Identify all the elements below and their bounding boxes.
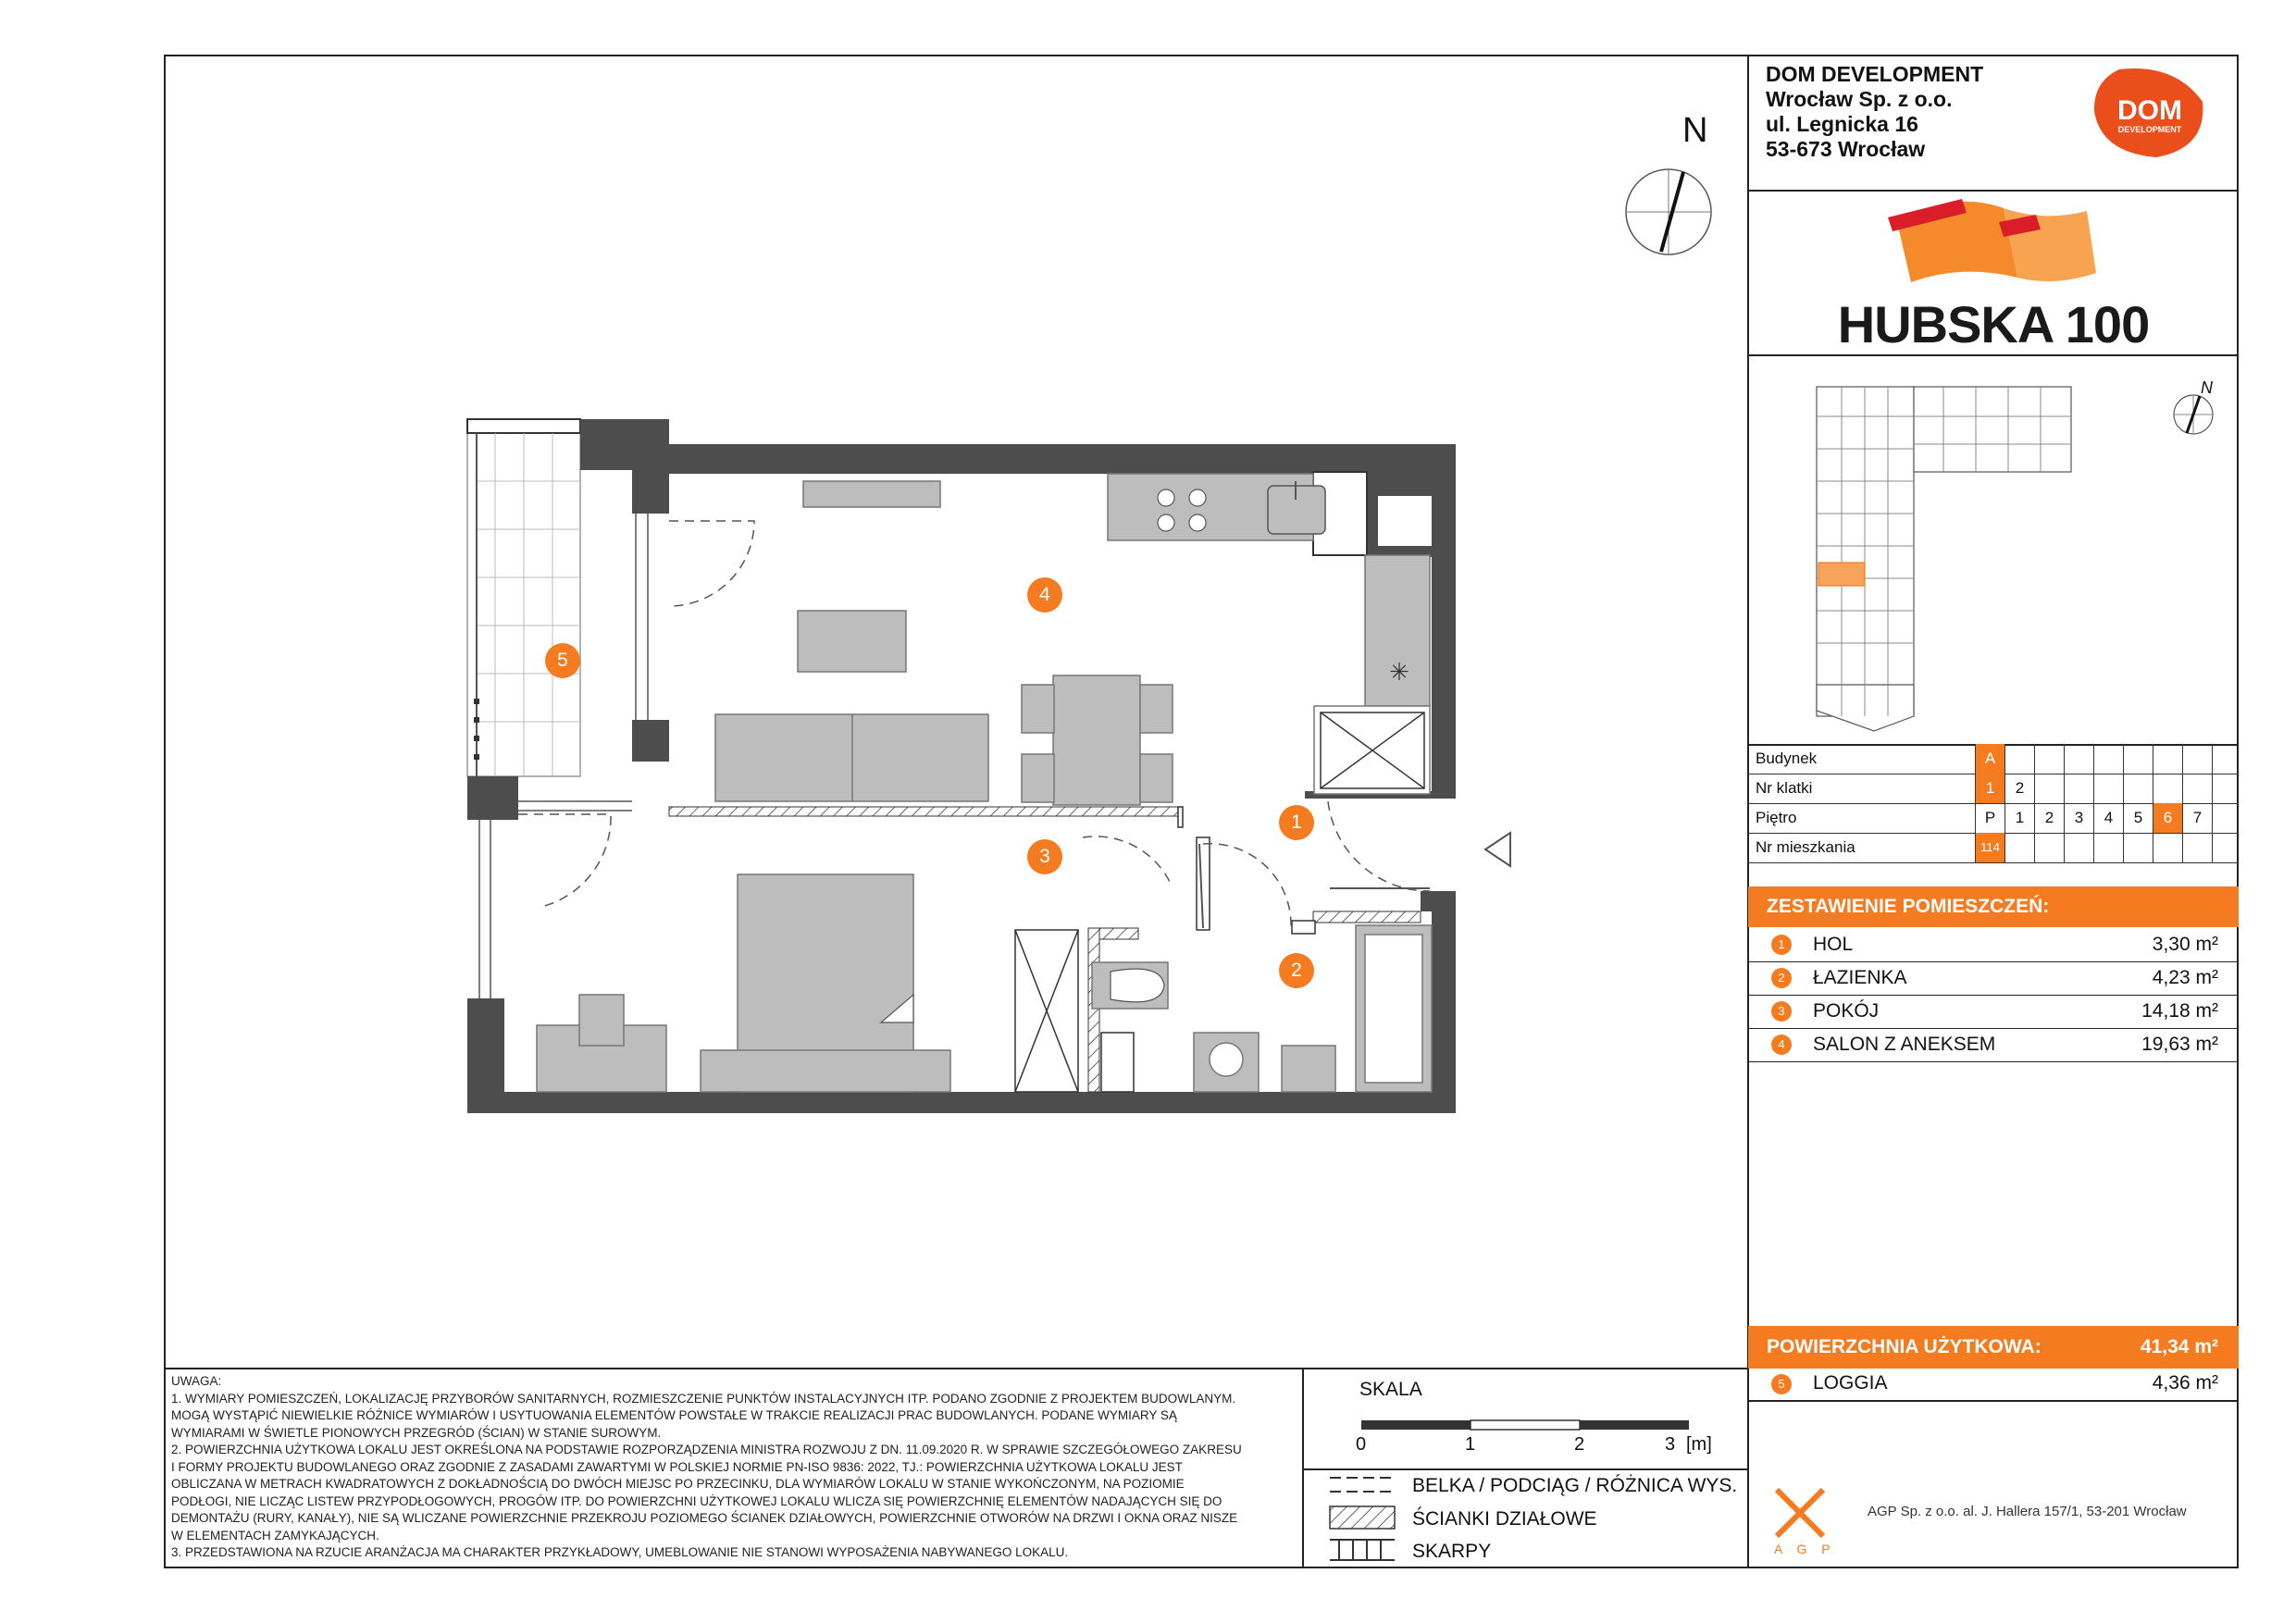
info-grid xyxy=(1748,744,2239,862)
info-cell: 1 xyxy=(2004,803,2034,833)
info-cell xyxy=(2123,774,2153,803)
room-area: 3,30 m² xyxy=(2152,934,2218,955)
info-cell: 1 xyxy=(1975,774,2004,803)
loggia-area xyxy=(467,419,580,776)
company-entity: Wrocław Sp. z o.o. xyxy=(1766,87,1953,111)
info-cell xyxy=(2212,744,2241,774)
info-row xyxy=(1748,833,2239,863)
info-cell xyxy=(2182,774,2212,803)
loggia-name: LOGGIA xyxy=(1813,1372,1888,1394)
info-cell xyxy=(2004,744,2034,774)
info-cell: 3 xyxy=(2064,803,2093,833)
scale-unit: [m] xyxy=(1686,1434,1712,1455)
info-cell: 6 xyxy=(2153,803,2182,833)
plan-marker-2: 2 xyxy=(1279,953,1314,988)
film-strip-logo xyxy=(1888,199,2096,282)
info-cell xyxy=(2034,833,2064,862)
north-label: N xyxy=(1682,111,1708,150)
hatch-icon xyxy=(1330,1506,1395,1529)
info-cell: 2 xyxy=(2034,803,2064,833)
info-cell xyxy=(2153,833,2182,862)
usable-area-label: POWIERZCHNIA UŻYTKOWA: xyxy=(1767,1336,2042,1357)
info-row-label: Budynek xyxy=(1756,750,1818,767)
company-city: 53-673 Wrocław xyxy=(1766,137,1926,161)
plan-marker-4: 4 xyxy=(1027,577,1062,613)
room-num: 3 xyxy=(1771,1001,1792,1022)
usable-area-value: 41,34 m² xyxy=(2140,1336,2218,1357)
room-name: ŁAZIENKA xyxy=(1813,967,1907,988)
info-row-label: Piętro xyxy=(1756,809,1797,826)
scale-tick-0: 0 xyxy=(1356,1434,1367,1455)
scale-tick-2: 2 xyxy=(1574,1434,1585,1455)
site-north-label: N xyxy=(2201,378,2213,397)
info-cell xyxy=(2182,744,2212,774)
scale-tick-3: 3 xyxy=(1665,1434,1676,1455)
legend-beam: BELKA / PODCIĄG / RÓŻNICA WYS. xyxy=(1412,1475,1738,1496)
room-num: 4 xyxy=(1771,1035,1792,1055)
room-name: SALON Z ANEKSEM xyxy=(1813,1034,1996,1055)
room-num: 2 xyxy=(1771,968,1792,988)
info-row xyxy=(1748,774,2239,804)
bedroom-furniture xyxy=(537,874,1078,1092)
info-cell xyxy=(2123,744,2153,774)
room-name: HOL xyxy=(1813,934,1854,955)
loggia-row xyxy=(1748,1369,2239,1402)
info-row xyxy=(1748,803,2239,834)
dom-logo-subtext: DEVELOPMENT xyxy=(2117,125,2182,134)
info-cell: A xyxy=(1975,744,2004,774)
info-cell xyxy=(2064,774,2093,803)
info-row-label: Nr klatki xyxy=(1756,779,1813,797)
info-cell xyxy=(2212,833,2241,862)
room-name: POKÓJ xyxy=(1813,1000,1880,1022)
sill-icon xyxy=(1330,1540,1395,1560)
fridge-icon: ✳ xyxy=(1389,658,1409,686)
company-street: ul. Legnicka 16 xyxy=(1766,112,1918,136)
info-cell xyxy=(2153,744,2182,774)
info-cell xyxy=(2093,833,2123,862)
note-line: PODŁOGI, NIE LICZĄC LISTEW PRZYPODŁOGOWYCH, PROGÓW ITP. DO POWIERZCHNI UŻYTKOWEJ LOKALU WLICZA SIĘ POWIERZCHNIĘ ELEMENTÓW NADAJĄCYCH SIĘ DO xyxy=(171,1493,1222,1508)
note-line: MOGĄ WYSTĄPIĆ NIEWIELKIE RÓŻNICE WYMIARÓW I USYTUOWANIA ELEMENTÓW POWSTAŁE W TRAKCIE REALIZACJI PRAC BUDOWLANYCH. PODANE WYMIARY SĄ xyxy=(171,1408,1177,1422)
notes-block xyxy=(171,1373,1291,1562)
room-row xyxy=(1748,961,2239,996)
compass-icon xyxy=(1626,169,1711,254)
info-cell xyxy=(2034,744,2064,774)
room-row xyxy=(1748,928,2239,962)
note-line: UWAGA: xyxy=(171,1374,222,1388)
usable-area-band xyxy=(1748,1326,2239,1369)
scale-tick-1: 1 xyxy=(1465,1434,1476,1455)
room-area: 4,23 m² xyxy=(2152,967,2218,988)
info-cell: P xyxy=(1975,803,2004,833)
entry-arrow-icon xyxy=(1485,833,1510,866)
legend-partitions: ŚCIANKI DZIAŁOWE xyxy=(1412,1508,1597,1530)
info-cell xyxy=(2212,774,2241,803)
scale-bar xyxy=(1361,1420,1689,1430)
info-cell xyxy=(2034,774,2064,803)
room-area: 14,18 m² xyxy=(2141,1000,2218,1022)
info-cell xyxy=(2004,833,2034,862)
project-title: HUBSKA 100 xyxy=(1837,295,2150,353)
company-block xyxy=(1766,62,1983,162)
site-plan xyxy=(1817,387,2071,731)
info-cell xyxy=(2064,833,2093,862)
note-line: I FORMY PROJEKTU BUDOWLANEGO ORAZ ZGODNIE Z ZASADAMI ZAWARTYMI W POLSKIEJ NORMIE PN-ISO 9836: 2022, TJ.: POWIERZCHNIA UŻYTKOWA LOKALU JEST xyxy=(171,1459,1183,1474)
info-cell: 114 xyxy=(1975,833,2004,862)
loggia-num: 5 xyxy=(1771,1374,1792,1394)
bathroom-fixtures xyxy=(1092,925,1432,1092)
room-row xyxy=(1748,1028,2239,1062)
info-cell xyxy=(2212,803,2241,833)
site-compass-icon xyxy=(2174,395,2213,434)
info-cell: 5 xyxy=(2123,803,2153,833)
info-row xyxy=(1748,744,2239,774)
info-cell: 2 xyxy=(2004,774,2034,803)
room-row xyxy=(1748,995,2239,1029)
note-line: DEMONTAŻU (RURY, KANAŁY), NIE SĄ WLICZANE POWIERZCHNIE PRZEKROJU POZIOMEGO ŚCIANEK DZIAŁOWYCH, POWIERZCHNIE OTWORÓW NA DRZWI I OKNA ORAZ NISZE xyxy=(171,1511,1238,1525)
info-row-label: Nr mieszkania xyxy=(1756,838,1855,856)
room-area: 19,63 m² xyxy=(2141,1034,2218,1055)
note-line: 3. PRZEDSTAWIONA NA RZUCIE ARANŻACJA MA CHARAKTER PRZYKŁADOWY, UMEBLOWANIE NIE STANOWI WYPOSAŻENIA NABYWANEGO LOKALU. xyxy=(171,1545,1069,1559)
scale-label: SKALA xyxy=(1359,1379,1422,1400)
toilet-icon xyxy=(1111,969,1164,1002)
info-cell xyxy=(2153,774,2182,803)
info-cell: 7 xyxy=(2182,803,2212,833)
note-line: W ELEMENTACH ZAMYKAJĄCYCH. xyxy=(171,1528,379,1542)
dom-logo-text: DOM xyxy=(2117,95,2182,126)
note-line: OBLICZANA W METRACH KWADRATOWYCH Z DOKŁADNOŚCIĄ DO DWÓCH MIEJSC PO PRZECINKU, DLA WYMIARÓW LOKALU W STANIE WYKOŃCZONYM, NA POZIOMIE xyxy=(171,1477,1185,1491)
beam-dashed-icon xyxy=(1330,1478,1395,1492)
architect-address: AGP Sp. z o.o. al. J. Hallera 157/1, 53-201 Wrocław xyxy=(1868,1504,2187,1519)
note-line: WYMIARAMI W ŚWIETLE PIONOWYCH PRZEGRÓD (ŚCIAN) W STANIE SUROWYM. xyxy=(171,1425,662,1440)
room-num: 1 xyxy=(1771,935,1792,955)
living-furniture xyxy=(715,611,1173,805)
agp-logo-text: A G P xyxy=(1774,1542,1836,1556)
company-name: DOM DEVELOPMENT xyxy=(1766,62,1984,86)
agp-logo xyxy=(1777,1490,1823,1536)
rooms-header: ZESTAWIENIE POMIESZCZEŃ: xyxy=(1748,886,2239,927)
note-line: 2. POWIERZCHNIA UŻYTKOWA LOKALU JEST OKREŚLONA NA PODSTAWIE ROZPORZĄDZENIA MINISTRA ROZWOJU Z DN. 11.09.2020 R. W SPRAWIE SZCZEGÓŁOWEGO ZAKRESU xyxy=(171,1443,1242,1456)
plan-marker-1: 1 xyxy=(1279,805,1314,840)
info-cell xyxy=(2123,833,2153,862)
info-cell xyxy=(2093,774,2123,803)
plan-marker-5: 5 xyxy=(545,643,580,678)
note-line: 1. WYMIARY POMIESZCZEŃ, LOKALIZACJĘ PRZYBORÓW SANITARNYCH, ROZMIESZCZENIE PUNKTÓW INSTALACYJNYCH ITP. PODANO ZGODNIE Z PROJEKTEM BUDOWLANYM. xyxy=(171,1391,1236,1406)
info-cell xyxy=(2064,744,2093,774)
info-cell: 4 xyxy=(2093,803,2123,833)
info-cell xyxy=(2182,833,2212,862)
loggia-area: 4,36 m² xyxy=(2152,1372,2218,1394)
legend-sills: SKARPY xyxy=(1412,1541,1492,1562)
plan-marker-3: 3 xyxy=(1027,839,1062,874)
info-cell xyxy=(2093,744,2123,774)
